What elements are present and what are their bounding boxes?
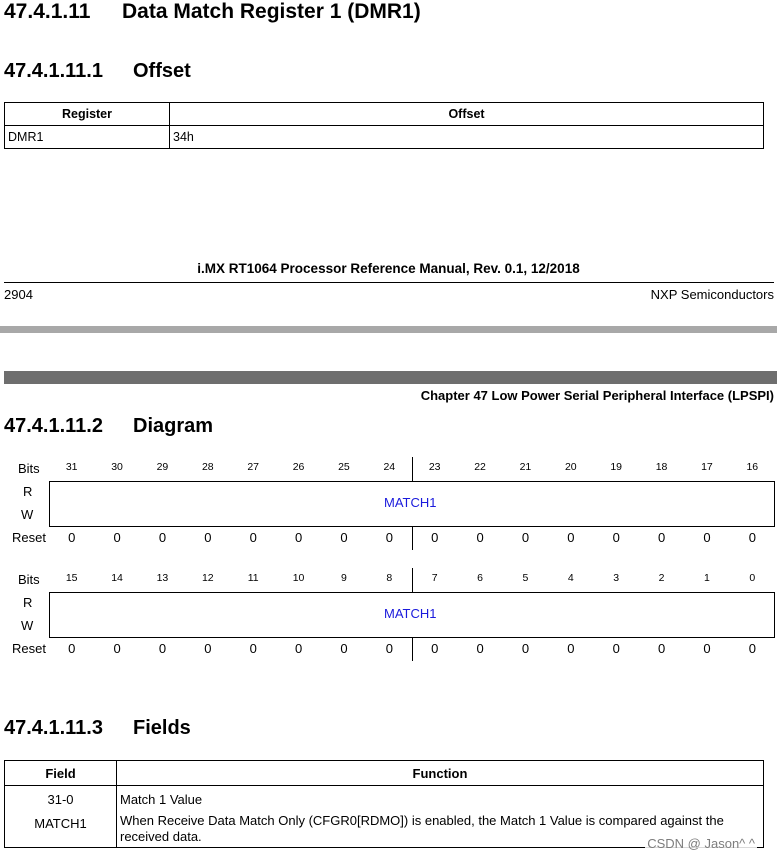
reset-value: 0 <box>294 641 303 656</box>
bit-number: 1 <box>704 572 710 584</box>
bit-number: 2 <box>658 572 665 584</box>
reset-value: 0 <box>657 530 666 545</box>
chapter-header-title: Chapter 47 Low Power Serial Peripheral Interface (LPSPI) <box>420 388 774 403</box>
byte-divider <box>412 527 413 550</box>
reset-value: 0 <box>385 530 393 545</box>
reset-label: Reset <box>12 641 46 656</box>
read-label: R <box>23 595 33 610</box>
field-match1: MATCH1 <box>384 495 437 510</box>
reset-label: Reset <box>12 530 46 545</box>
function-description: When Receive Data Match Only (CFGR0[RDMO]) is enabled, the Match 1 Value is compared against the received data. <box>120 813 724 844</box>
bit-number: 9 <box>341 572 347 584</box>
fields-table-header-function: Function <box>117 761 764 786</box>
bit-number: 11 <box>247 572 259 584</box>
field-bits: 31-0 <box>47 792 74 807</box>
reset-value: 0 <box>476 641 484 656</box>
fields-table-header-field: Field <box>5 761 117 786</box>
reset-value: 0 <box>703 641 711 656</box>
bit-number: 6 <box>477 572 483 584</box>
reset-value: 0 <box>703 530 711 545</box>
field-match1: MATCH1 <box>384 606 437 621</box>
bit-number: 18 <box>655 461 668 473</box>
bit-number: 17 <box>701 461 713 473</box>
reset-value: 0 <box>748 530 756 545</box>
section-title-text: Data Match Register 1 (DMR1) <box>122 0 421 23</box>
reset-value: 0 <box>340 530 348 545</box>
reset-value: 0 <box>204 530 212 545</box>
reset-value: 0 <box>476 530 484 545</box>
reset-value: 0 <box>567 641 575 656</box>
bit-number: 26 <box>292 461 305 473</box>
footer-rule <box>4 282 774 283</box>
offset-table <box>4 102 764 149</box>
footer-company: NXP Semiconductors <box>650 287 774 302</box>
section-number: 47.4.1.11 <box>4 0 91 23</box>
bit-number: 8 <box>386 572 393 584</box>
bit-number: 22 <box>474 461 486 473</box>
bit-number: 27 <box>247 461 260 473</box>
reset-value: 0 <box>249 641 257 656</box>
bit-number: 14 <box>111 572 123 584</box>
offset-table-register-cell: DMR1 <box>5 126 170 149</box>
bit-number: 7 <box>431 572 438 584</box>
field-name: MATCH1 <box>34 816 87 831</box>
page-break-bar <box>0 326 777 333</box>
bit-number: 19 <box>610 461 623 473</box>
diagram-heading <box>4 415 213 438</box>
byte-divider <box>412 568 413 592</box>
reset-value: 0 <box>431 641 439 656</box>
bit-number: 28 <box>201 461 214 473</box>
bit-number: 10 <box>292 572 305 584</box>
offset-heading <box>4 60 191 83</box>
section-title <box>4 0 421 24</box>
reset-value: 0 <box>68 641 76 656</box>
reset-value: 0 <box>521 641 530 656</box>
chapter-header-bar <box>4 371 777 384</box>
fields-table-field-cell <box>5 786 117 848</box>
offset-table-header-offset: Offset <box>170 103 764 126</box>
bit-number: 3 <box>613 572 620 584</box>
bit-number: 25 <box>338 461 350 473</box>
bit-number: 20 <box>564 461 577 473</box>
fields-heading-text: Fields <box>133 717 191 739</box>
bit-number: 29 <box>156 461 169 473</box>
reset-value: 0 <box>521 530 530 545</box>
byte-divider <box>412 638 413 661</box>
write-label: W <box>21 618 34 633</box>
offset-heading-number: 47.4.1.11.1 <box>4 60 103 82</box>
reset-value: 0 <box>204 641 212 656</box>
bit-number: 16 <box>746 461 759 473</box>
reset-value: 0 <box>567 530 575 545</box>
offset-table-offset-cell: 34h <box>170 126 764 149</box>
reset-value: 0 <box>748 641 756 656</box>
bit-number: 24 <box>383 461 396 473</box>
bit-number: 30 <box>111 461 123 473</box>
watermark-text: CSDN @ Jason^ ^ <box>647 836 755 851</box>
fields-heading <box>4 717 191 740</box>
bit-number: 5 <box>522 572 529 584</box>
reset-value: 0 <box>113 641 121 656</box>
reset-value: 0 <box>249 530 257 545</box>
byte-divider <box>412 457 413 481</box>
reset-value: 0 <box>158 641 167 656</box>
read-label: R <box>23 484 33 499</box>
write-label: W <box>21 507 34 522</box>
reset-value: 0 <box>612 641 620 656</box>
footer-manual-title: i.MX RT1064 Processor Reference Manual, Rev. 0.1, 12/2018 <box>197 261 580 276</box>
offset-heading-text: Offset <box>133 60 191 82</box>
bit-number: 15 <box>65 572 78 584</box>
bit-number: 21 <box>519 461 532 473</box>
bit-number: 12 <box>201 572 214 584</box>
reset-value: 0 <box>340 641 348 656</box>
reset-value: 0 <box>431 530 439 545</box>
diagram-heading-text: Diagram <box>133 415 214 437</box>
reset-value: 0 <box>612 530 620 545</box>
bits-label: Bits <box>18 572 40 587</box>
reset-value: 0 <box>113 530 121 545</box>
bits-label: Bits <box>18 461 40 476</box>
fields-table <box>4 760 764 848</box>
fields-heading-number: 47.4.1.11.3 <box>4 717 103 739</box>
reset-value: 0 <box>158 530 167 545</box>
bit-number: 23 <box>428 461 441 473</box>
reset-value: 0 <box>294 530 303 545</box>
footer-page-number: 2904 <box>4 287 33 302</box>
bit-number: 4 <box>567 572 574 584</box>
bit-number: 31 <box>65 461 78 473</box>
offset-table-header-register: Register <box>5 103 170 126</box>
function-title: Match 1 Value <box>120 792 203 807</box>
bit-number: 0 <box>749 572 756 584</box>
reset-value: 0 <box>657 641 666 656</box>
reset-value: 0 <box>385 641 393 656</box>
diagram-heading-number: 47.4.1.11.2 <box>4 415 103 437</box>
bit-number: 13 <box>156 572 169 584</box>
reset-value: 0 <box>68 530 76 545</box>
